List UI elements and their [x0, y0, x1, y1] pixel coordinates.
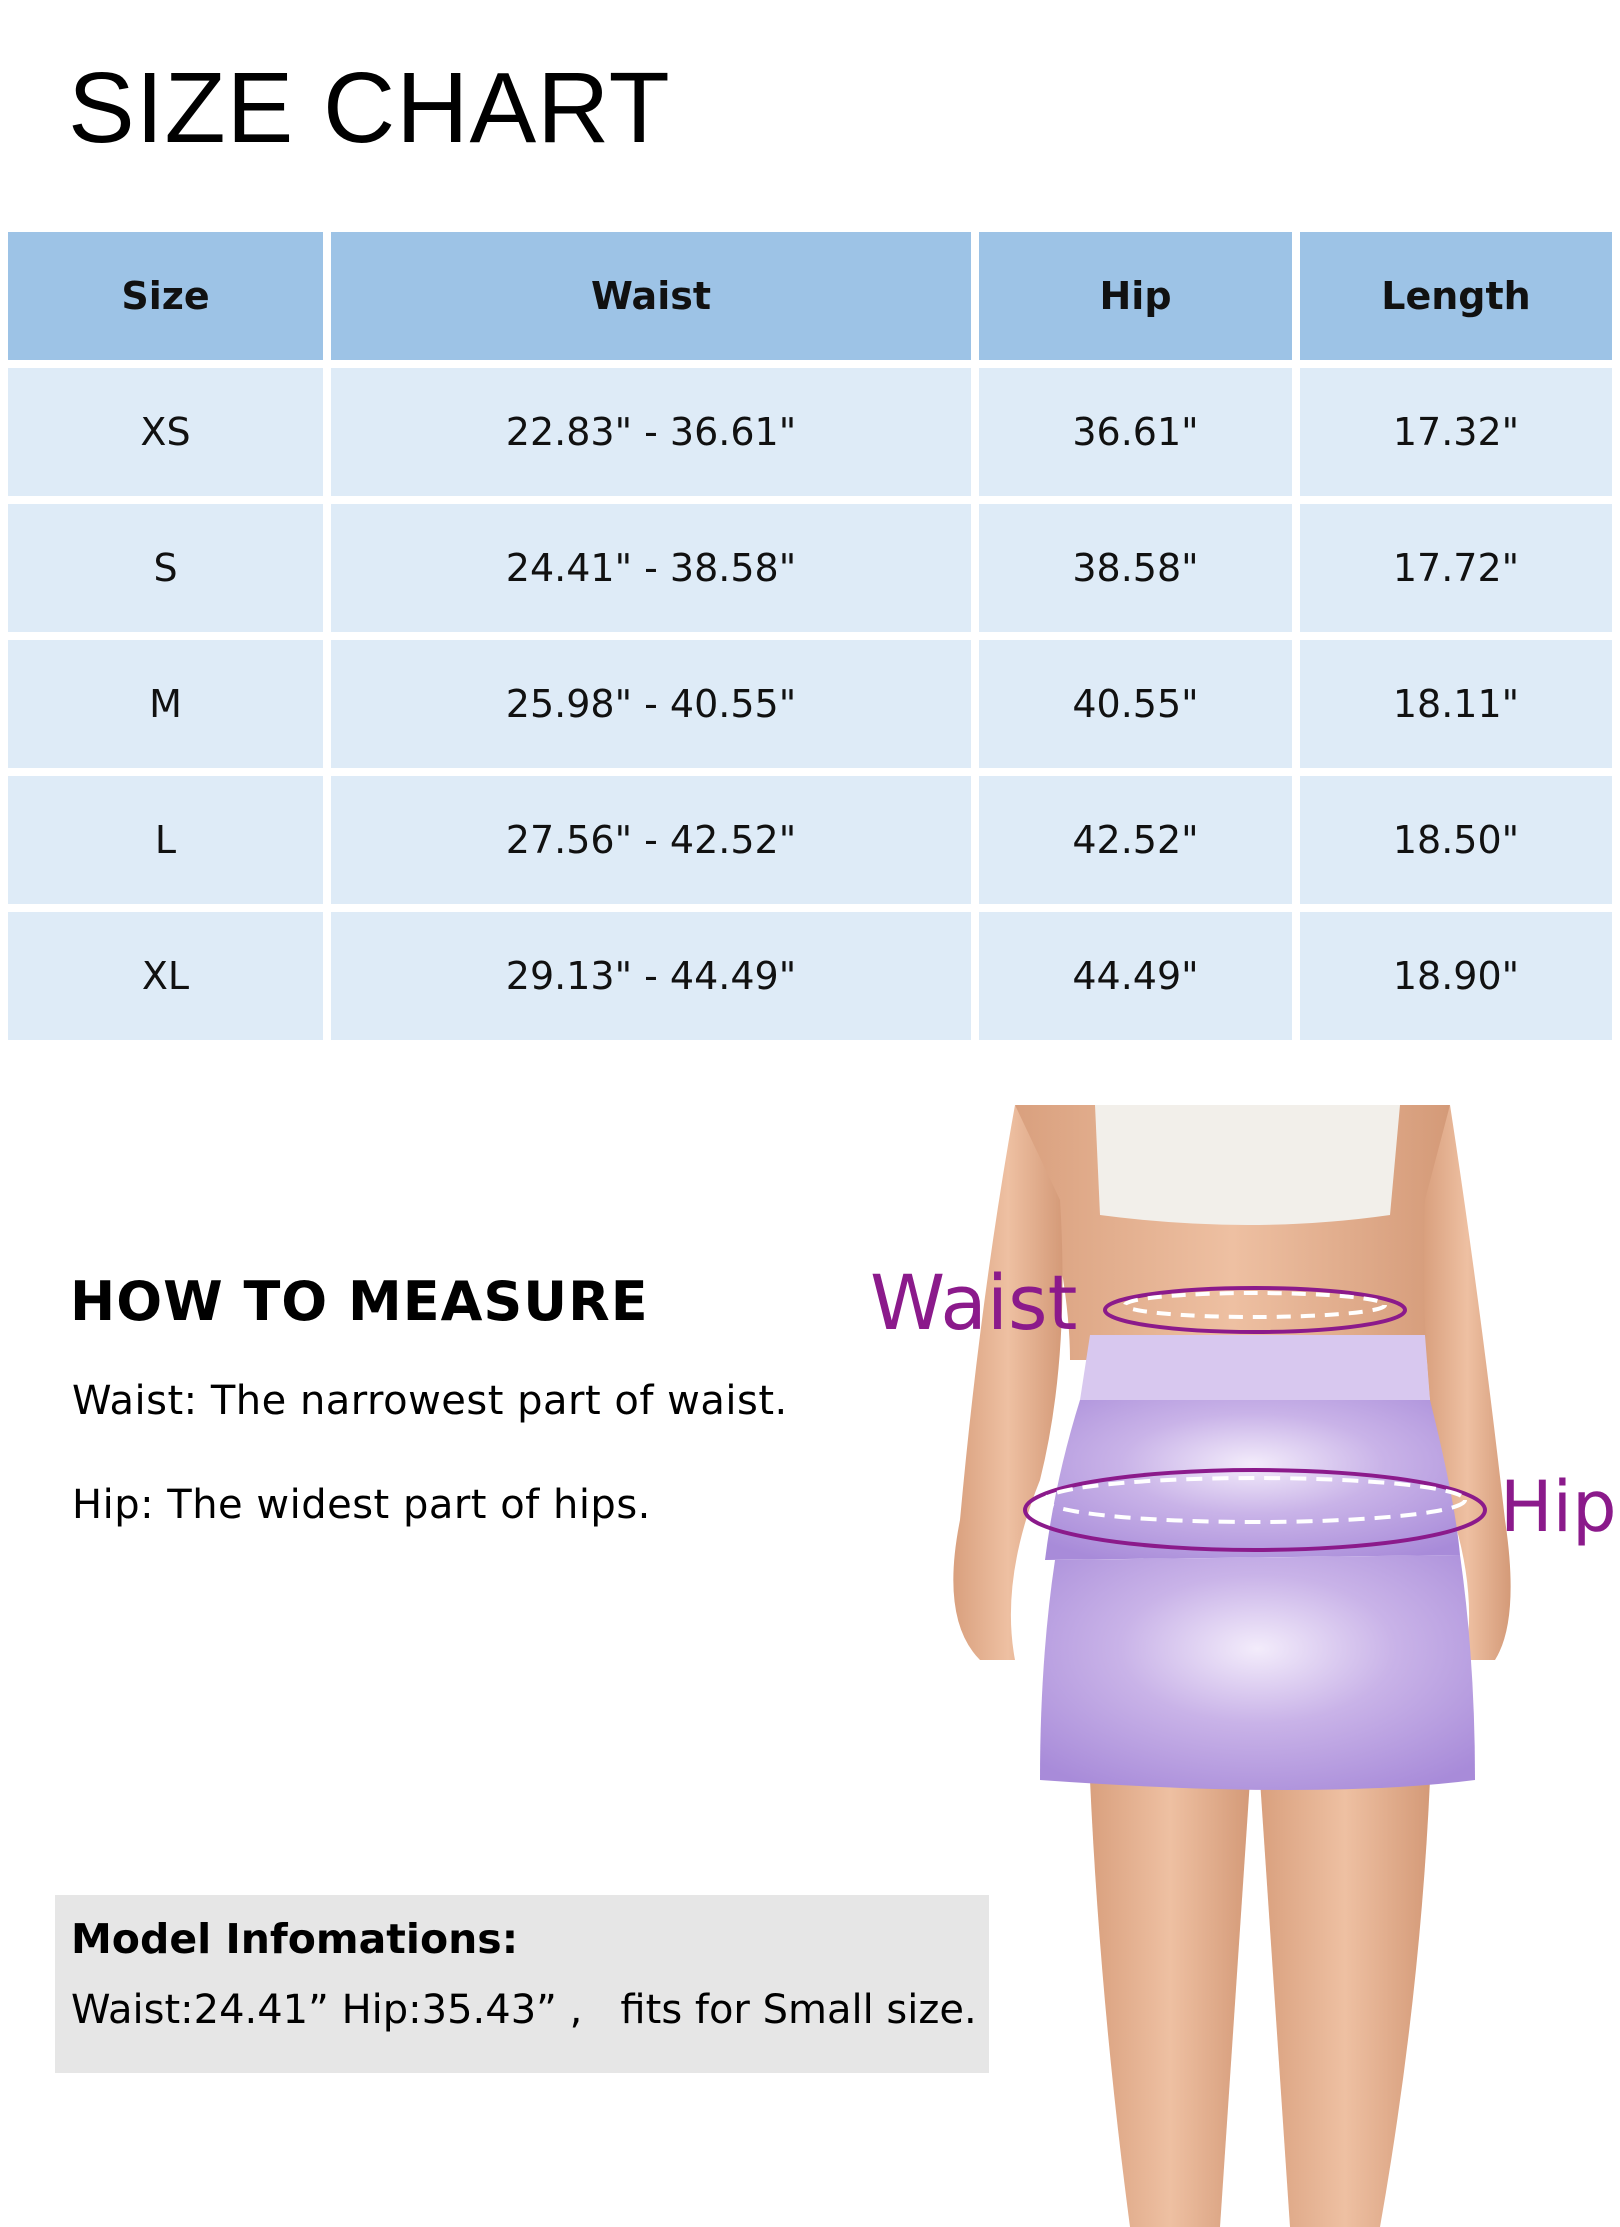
cell-length: 18.50"	[1300, 776, 1612, 904]
right-leg-shape	[1260, 1780, 1430, 2227]
page-title: SIZE CHART	[68, 52, 671, 164]
model-info-title: Model Infomations:	[71, 1915, 519, 1963]
cell-hip: 42.52"	[979, 776, 1292, 904]
cell-size: L	[8, 776, 323, 904]
cell-size: M	[8, 640, 323, 768]
header-hip: Hip	[979, 232, 1292, 360]
header-size: Size	[8, 232, 323, 360]
header-waist: Waist	[331, 232, 971, 360]
cell-waist: 27.56" - 42.52"	[331, 776, 971, 904]
waist-label: Waist	[870, 1258, 1078, 1347]
left-leg-shape	[1090, 1780, 1250, 2227]
hip-instruction: Hip: The widest part of hips.	[72, 1482, 651, 1528]
waistband-shape	[1080, 1335, 1430, 1400]
skirt-under-shape	[1040, 1555, 1475, 1790]
cell-length: 17.32"	[1300, 368, 1612, 496]
cell-hip: 44.49"	[979, 912, 1292, 1040]
model-info-box	[55, 1895, 989, 2073]
header-length: Length	[1300, 232, 1612, 360]
cell-hip: 36.61"	[979, 368, 1292, 496]
cell-length: 17.72"	[1300, 504, 1612, 632]
cell-size: S	[8, 504, 323, 632]
table-row	[8, 368, 1612, 496]
table-header-row	[8, 232, 1612, 360]
model-info-text: Waist:24.41” Hip:35.43” , fits for Small size.	[71, 1987, 977, 2033]
table-row	[8, 504, 1612, 632]
cell-length: 18.90"	[1300, 912, 1612, 1040]
waist-instruction: Waist: The narrowest part of waist.	[72, 1378, 788, 1424]
table-row	[8, 640, 1612, 768]
crop-top-shape	[1095, 1105, 1400, 1225]
table-row	[8, 776, 1612, 904]
left-arm-shape	[953, 1105, 1062, 1660]
cell-waist: 25.98" - 40.55"	[331, 640, 971, 768]
cell-waist: 29.13" - 44.49"	[331, 912, 971, 1040]
cell-length: 18.11"	[1300, 640, 1612, 768]
cell-size: XS	[8, 368, 323, 496]
cell-waist: 22.83" - 36.61"	[331, 368, 971, 496]
cell-hip: 38.58"	[979, 504, 1292, 632]
table-row	[8, 912, 1612, 1040]
how-to-measure-heading: HOW TO MEASURE	[70, 1270, 649, 1333]
cell-hip: 40.55"	[979, 640, 1292, 768]
cell-size: XL	[8, 912, 323, 1040]
cell-waist: 24.41" - 38.58"	[331, 504, 971, 632]
hip-label: Hip	[1500, 1466, 1617, 1548]
